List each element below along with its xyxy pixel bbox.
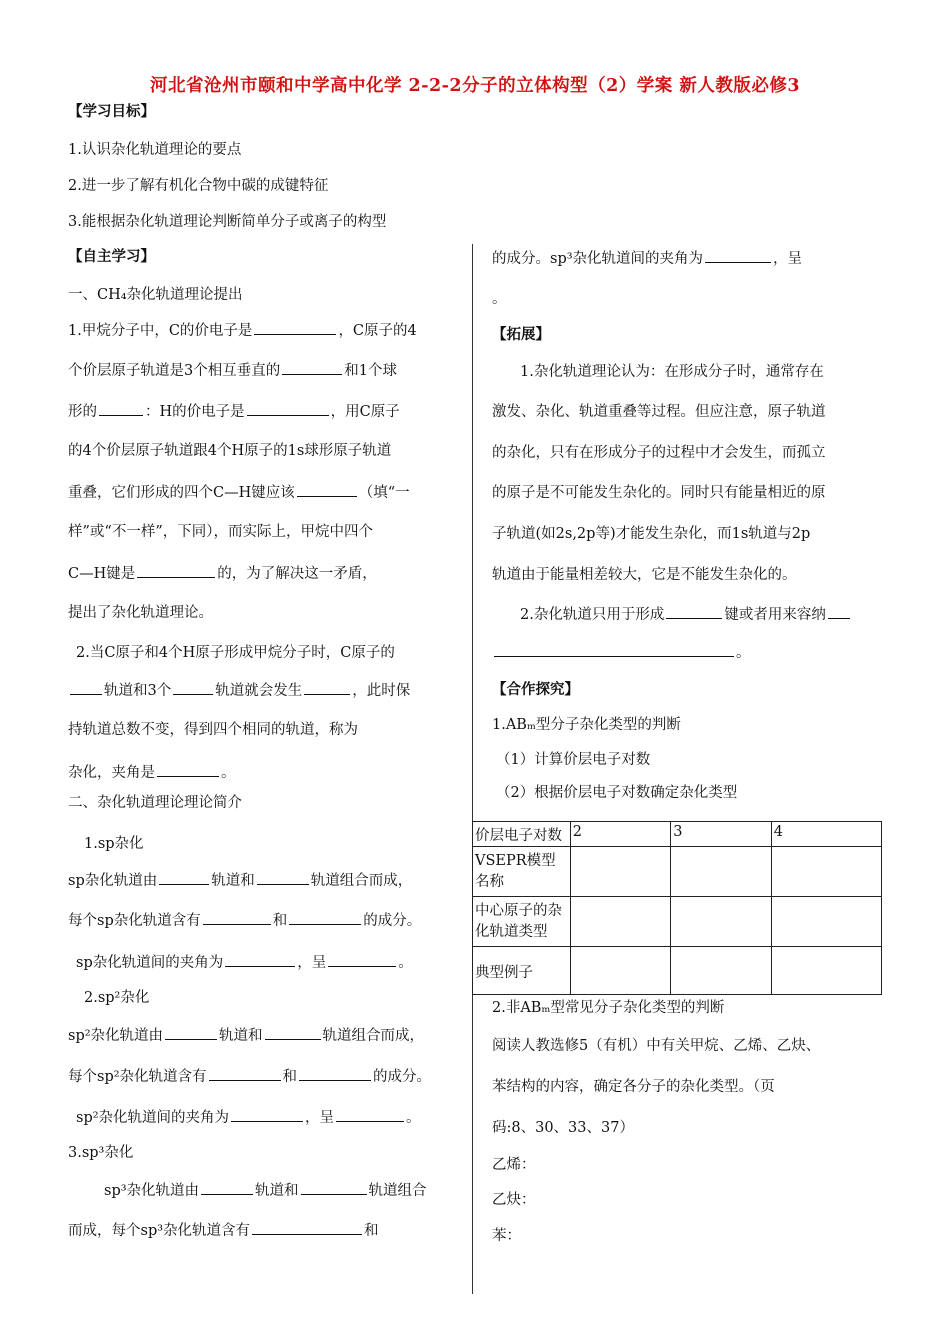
sp-line-3: sp杂化轨道间的夹角为 ，呈 。: [76, 952, 413, 973]
table-row-label: VSEPR模型名称: [473, 847, 571, 897]
page-title: 河北省沧州市颐和中学高中化学 2-2-2分子的立体构型（2）学案 新人教版必修3: [149, 76, 801, 96]
sp-line-2: 每个sp杂化轨道含有 和 的成分。: [68, 910, 421, 931]
ext-line: 1.杂化轨道理论认为：在形成分子时，通常存在: [520, 364, 824, 380]
sp3-line-2: 而成，每个sp³杂化轨道含有 和: [68, 1220, 379, 1241]
table-cell: 2: [570, 822, 670, 847]
ext-p2-line-1: 2.杂化轨道只用于形成 键或者用来容纳: [520, 604, 852, 625]
coop-q1b: （2）根据价层电子对数确定杂化类型: [496, 785, 738, 801]
sp-line-1: sp杂化轨道由 轨道和 轨道组合而成，: [68, 870, 412, 891]
ext-line: 轨道由于能量相差较大，它是不能发生杂化的。: [492, 567, 797, 583]
ext-line: 的原子是不可能发生杂化的。同时只有能量相近的原: [492, 485, 826, 501]
sp-heading: 1.sp杂化: [84, 836, 144, 852]
column-divider: [472, 244, 473, 1294]
table-row-label: 中心原子的杂化轨道类型: [473, 897, 571, 947]
table-cell[interactable]: [671, 897, 771, 947]
sp3-line-1: sp³杂化轨道由 轨道和 轨道组合: [104, 1180, 427, 1201]
answer-ethylene: 乙烯：: [492, 1157, 536, 1173]
goals-heading: 【学习目标】: [68, 103, 155, 120]
p2-line-2: 轨道和3个 轨道就会发生 ，此时保: [68, 680, 410, 701]
table-cell: 4: [771, 822, 881, 847]
coop-q2: 2.非ABₘ型常见分子杂化类型的判断: [492, 1000, 725, 1016]
p2-line-1: 2.当C原子和4个H原子形成甲烷分子时，C原子的: [76, 645, 395, 661]
hybridization-table: [472, 821, 882, 995]
table-row: [473, 847, 882, 897]
table-cell[interactable]: [570, 947, 670, 995]
answer-benzene: 苯：: [492, 1228, 521, 1244]
goal-item: 2.进一步了解有机化合物中碳的成键特征: [68, 178, 329, 194]
table-row: [473, 947, 882, 995]
coop-q2-line: 码:8、30、33、37）: [492, 1120, 634, 1136]
p1-line-7: C—H键是 的，为了解决这一矛盾，: [68, 563, 377, 584]
p2-line-4: 杂化，夹角是 。: [68, 762, 236, 783]
table-cell[interactable]: [771, 847, 881, 897]
sp3-line-4: 。: [492, 291, 507, 307]
coop-q1: 1.ABₘ型分子杂化类型的判断: [492, 717, 681, 733]
sp2-line-3: sp²杂化轨道间的夹角为 ，呈 。: [76, 1107, 421, 1128]
table-cell[interactable]: [570, 847, 670, 897]
table-cell[interactable]: [671, 847, 771, 897]
table-row: [473, 822, 882, 847]
goal-item: 3.能根据杂化轨道理论判断简单分子或离子的构型: [68, 214, 387, 230]
table-cell[interactable]: [771, 947, 881, 995]
p1-line-3: 形的 ：H的价电子是 ，用C原子: [68, 401, 400, 422]
p1-line-8: 提出了杂化轨道理论。: [68, 605, 213, 621]
section-1-heading: 一、CH₄杂化轨道理论提出: [68, 287, 243, 303]
table-cell[interactable]: [771, 897, 881, 947]
table-row-label: 典型例子: [473, 947, 571, 995]
ext-line: 子轨道(如2s,2p等)才能发生杂化，而1s轨道与2p: [492, 526, 811, 542]
coop-q2-line: 阅读人教选修5（有机）中有关甲烷、乙烯、乙炔、: [492, 1038, 821, 1054]
table-cell: 3: [671, 822, 771, 847]
coop-q1a: （1）计算价层电子对数: [496, 752, 651, 768]
cooperation-heading: 【合作探究】: [492, 681, 579, 698]
answer-acetylene: 乙炔：: [492, 1192, 536, 1208]
p1-line-2: 个价层原子轨道是3个相互垂直的 和1个球: [68, 360, 397, 381]
sp3-heading: 3.sp³杂化: [68, 1145, 134, 1161]
table-row-label: 价层电子对数: [473, 822, 571, 847]
self-study-heading: 【自主学习】: [68, 248, 155, 265]
p2-line-3: 持轨道总数不变，得到四个相同的轨道，称为: [68, 722, 358, 738]
ext-line: 激发、杂化、轨道重叠等过程。但应注意，原子轨道: [492, 404, 826, 420]
goal-item: 1.认识杂化轨道理论的要点: [68, 142, 242, 158]
p1-line-1: 1.甲烷分子中，C的价电子是 ，C原子的4: [68, 320, 417, 341]
ext-line: 的杂化，只有在形成分子的过程中才会发生，而孤立: [492, 445, 826, 461]
sp2-heading: 2.sp²杂化: [84, 990, 150, 1006]
sp3-line-3: 的成分。sp³杂化轨道间的夹角为 ，呈: [492, 248, 802, 269]
table-cell[interactable]: [570, 897, 670, 947]
table-cell[interactable]: [671, 947, 771, 995]
sp2-line-1: sp²杂化轨道由 轨道和 轨道组合而成，: [68, 1025, 424, 1046]
p1-line-4: 的4个价层原子轨道跟4个H原子的1s球形原子轨道: [68, 443, 392, 459]
sp2-line-2: 每个sp²杂化轨道含有 和 的成分。: [68, 1066, 431, 1087]
table-row: [473, 897, 882, 947]
coop-q2-line: 苯结构的内容，确定各分子的杂化类型。（页: [492, 1079, 775, 1095]
section-2-heading: 二、杂化轨道理论理论简介: [68, 795, 242, 811]
p1-line-5: 重叠，它们形成的四个C—H键应该 （填“一: [68, 482, 410, 503]
p1-line-6: 样”或“不一样”，下同），而实际上，甲烷中四个: [68, 524, 373, 540]
ext-p2-line-2: 。: [492, 642, 751, 663]
extension-heading: 【拓展】: [492, 326, 550, 343]
